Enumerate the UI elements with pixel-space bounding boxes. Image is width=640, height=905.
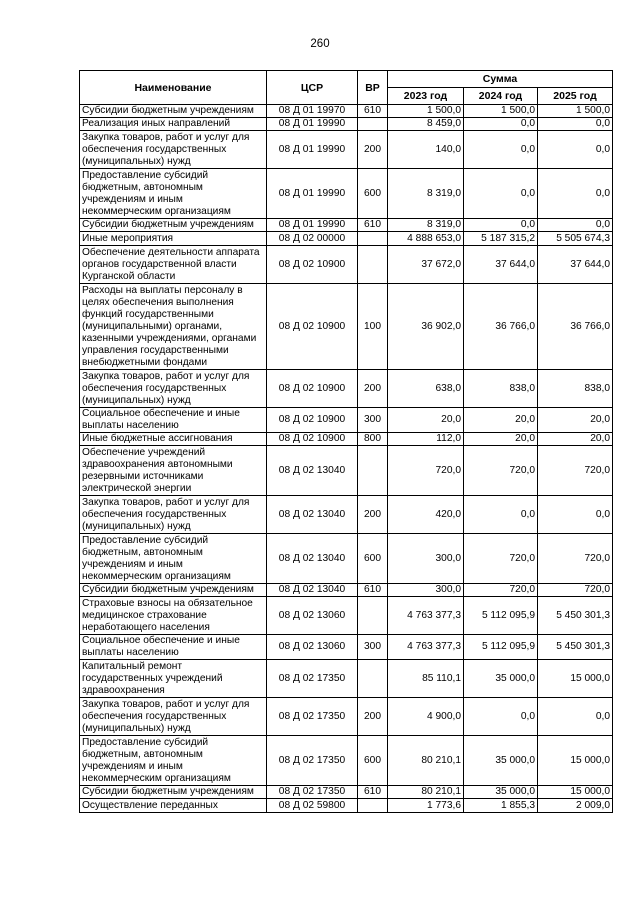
table-row bbox=[80, 370, 613, 408]
row-2025-cell: 838,0 bbox=[538, 370, 613, 408]
header-csr: ЦСР bbox=[267, 71, 358, 105]
row-2025-cell: 5 505 674,3 bbox=[538, 232, 613, 246]
row-2023-cell: 638,0 bbox=[388, 370, 464, 408]
row-name-cell: Социальное обеспечение и иные выплаты населению bbox=[80, 408, 267, 433]
row-name-cell: Закупка товаров, работ и услуг для обеспечения государственных (муниципальных) нужд bbox=[80, 370, 267, 408]
row-2025-cell: 37 644,0 bbox=[538, 246, 613, 284]
row-vr-cell bbox=[358, 246, 388, 284]
table-row bbox=[80, 433, 613, 446]
row-2024-cell: 5 112 095,9 bbox=[464, 597, 538, 635]
row-2023-cell: 80 210,1 bbox=[388, 786, 464, 799]
row-name-cell: Закупка товаров, работ и услуг для обеспечения государственных (муниципальных) нужд bbox=[80, 496, 267, 534]
row-csr-cell: 08 Д 02 17350 bbox=[267, 786, 358, 799]
row-2025-cell: 20,0 bbox=[538, 408, 613, 433]
row-name-cell: Субсидии бюджетным учреждениям bbox=[80, 219, 267, 232]
row-2023-cell: 420,0 bbox=[388, 496, 464, 534]
row-vr-cell: 800 bbox=[358, 433, 388, 446]
row-2023-cell: 4 900,0 bbox=[388, 698, 464, 736]
row-csr-cell: 08 Д 02 13060 bbox=[267, 635, 358, 660]
row-name-cell: Капитальный ремонт государственных учреждений здравоохранения bbox=[80, 660, 267, 698]
table-row bbox=[80, 105, 613, 118]
row-2024-cell: 0,0 bbox=[464, 169, 538, 219]
row-vr-cell bbox=[358, 446, 388, 496]
row-2023-cell: 8 319,0 bbox=[388, 219, 464, 232]
row-2024-cell: 1 855,3 bbox=[464, 799, 538, 813]
header-year-2023: 2023 год bbox=[388, 88, 464, 105]
row-2023-cell: 1 500,0 bbox=[388, 105, 464, 118]
row-csr-cell: 08 Д 02 13040 bbox=[267, 584, 358, 597]
row-csr-cell: 08 Д 01 19970 bbox=[267, 105, 358, 118]
row-csr-cell: 08 Д 02 10900 bbox=[267, 433, 358, 446]
table-row bbox=[80, 284, 613, 370]
row-2025-cell: 1 500,0 bbox=[538, 105, 613, 118]
row-2024-cell: 0,0 bbox=[464, 698, 538, 736]
table-row bbox=[80, 597, 613, 635]
table-row bbox=[80, 698, 613, 736]
row-2024-cell: 720,0 bbox=[464, 534, 538, 584]
row-vr-cell bbox=[358, 799, 388, 813]
row-2023-cell: 4 763 377,3 bbox=[388, 597, 464, 635]
row-name-cell: Обеспечение деятельности аппарата органов государственной власти Курганской области bbox=[80, 246, 267, 284]
row-name-cell: Субсидии бюджетным учреждениям bbox=[80, 105, 267, 118]
row-2025-cell: 0,0 bbox=[538, 698, 613, 736]
row-vr-cell: 600 bbox=[358, 534, 388, 584]
row-csr-cell: 08 Д 02 13040 bbox=[267, 534, 358, 584]
row-2023-cell: 720,0 bbox=[388, 446, 464, 496]
table-row bbox=[80, 232, 613, 246]
table-row bbox=[80, 131, 613, 169]
row-csr-cell: 08 Д 02 10900 bbox=[267, 284, 358, 370]
table-row bbox=[80, 584, 613, 597]
table-row bbox=[80, 496, 613, 534]
table-row bbox=[80, 408, 613, 433]
header-year-2025: 2025 год bbox=[538, 88, 613, 105]
row-csr-cell: 08 Д 02 10900 bbox=[267, 408, 358, 433]
row-csr-cell: 08 Д 02 13040 bbox=[267, 446, 358, 496]
row-csr-cell: 08 Д 02 59800 bbox=[267, 799, 358, 813]
row-name-cell: Субсидии бюджетным учреждениям bbox=[80, 584, 267, 597]
row-2025-cell: 15 000,0 bbox=[538, 786, 613, 799]
row-2024-cell: 20,0 bbox=[464, 408, 538, 433]
header-vr: ВР bbox=[358, 71, 388, 105]
row-csr-cell: 08 Д 01 19990 bbox=[267, 118, 358, 131]
row-2024-cell: 838,0 bbox=[464, 370, 538, 408]
row-name-cell: Страховые взносы на обязательное медицинское страхование неработающего населения bbox=[80, 597, 267, 635]
row-name-cell: Закупка товаров, работ и услуг для обеспечения государственных (муниципальных) нужд bbox=[80, 131, 267, 169]
row-vr-cell: 200 bbox=[358, 370, 388, 408]
row-2023-cell: 1 773,6 bbox=[388, 799, 464, 813]
table-row bbox=[80, 446, 613, 496]
row-vr-cell bbox=[358, 660, 388, 698]
row-2025-cell: 720,0 bbox=[538, 534, 613, 584]
row-name-cell: Субсидии бюджетным учреждениям bbox=[80, 786, 267, 799]
row-2025-cell: 36 766,0 bbox=[538, 284, 613, 370]
row-vr-cell: 300 bbox=[358, 635, 388, 660]
row-2023-cell: 8 319,0 bbox=[388, 169, 464, 219]
row-2023-cell: 300,0 bbox=[388, 584, 464, 597]
row-2025-cell: 720,0 bbox=[538, 584, 613, 597]
row-2023-cell: 8 459,0 bbox=[388, 118, 464, 131]
table-body bbox=[80, 105, 613, 813]
row-csr-cell: 08 Д 01 19990 bbox=[267, 169, 358, 219]
row-2025-cell: 720,0 bbox=[538, 446, 613, 496]
row-2024-cell: 5 187 315,2 bbox=[464, 232, 538, 246]
budget-table bbox=[79, 70, 613, 813]
row-vr-cell: 300 bbox=[358, 408, 388, 433]
row-2025-cell: 0,0 bbox=[538, 118, 613, 131]
table-row bbox=[80, 246, 613, 284]
page-number: 260 bbox=[310, 38, 330, 50]
row-vr-cell: 610 bbox=[358, 786, 388, 799]
row-2025-cell: 2 009,0 bbox=[538, 799, 613, 813]
row-vr-cell: 200 bbox=[358, 698, 388, 736]
row-2024-cell: 720,0 bbox=[464, 584, 538, 597]
row-2024-cell: 0,0 bbox=[464, 219, 538, 232]
row-name-cell: Обеспечение учреждений здравоохранения автономными резервными источниками электрической энергии bbox=[80, 446, 267, 496]
row-csr-cell: 08 Д 01 19990 bbox=[267, 219, 358, 232]
table-row bbox=[80, 534, 613, 584]
row-2024-cell: 35 000,0 bbox=[464, 736, 538, 786]
row-vr-cell: 600 bbox=[358, 169, 388, 219]
row-2023-cell: 300,0 bbox=[388, 534, 464, 584]
table-row bbox=[80, 660, 613, 698]
table-row bbox=[80, 219, 613, 232]
row-vr-cell bbox=[358, 597, 388, 635]
table-row bbox=[80, 736, 613, 786]
row-2024-cell: 0,0 bbox=[464, 496, 538, 534]
row-vr-cell bbox=[358, 232, 388, 246]
table-row bbox=[80, 169, 613, 219]
row-vr-cell: 600 bbox=[358, 736, 388, 786]
row-2023-cell: 4 763 377,3 bbox=[388, 635, 464, 660]
row-2025-cell: 15 000,0 bbox=[538, 660, 613, 698]
row-csr-cell: 08 Д 02 00000 bbox=[267, 232, 358, 246]
row-2023-cell: 85 110,1 bbox=[388, 660, 464, 698]
row-2024-cell: 37 644,0 bbox=[464, 246, 538, 284]
row-csr-cell: 08 Д 02 13060 bbox=[267, 597, 358, 635]
row-name-cell: Иные бюджетные ассигнования bbox=[80, 433, 267, 446]
row-csr-cell: 08 Д 02 17350 bbox=[267, 736, 358, 786]
row-name-cell: Расходы на выплаты персоналу в целях обеспечения выполнения функций государственными (муниципальными) органами, казенными учреждениями, органами управления государственными внебюджетными фондами bbox=[80, 284, 267, 370]
row-csr-cell: 08 Д 01 19990 bbox=[267, 131, 358, 169]
row-2024-cell: 35 000,0 bbox=[464, 786, 538, 799]
row-name-cell: Социальное обеспечение и иные выплаты населению bbox=[80, 635, 267, 660]
row-2025-cell: 20,0 bbox=[538, 433, 613, 446]
table-row bbox=[80, 799, 613, 813]
row-2023-cell: 37 672,0 bbox=[388, 246, 464, 284]
row-2025-cell: 0,0 bbox=[538, 169, 613, 219]
row-2025-cell: 5 450 301,3 bbox=[538, 597, 613, 635]
row-2025-cell: 0,0 bbox=[538, 219, 613, 232]
row-2025-cell: 15 000,0 bbox=[538, 736, 613, 786]
row-2024-cell: 0,0 bbox=[464, 131, 538, 169]
table-row bbox=[80, 118, 613, 131]
row-2025-cell: 5 450 301,3 bbox=[538, 635, 613, 660]
row-2023-cell: 80 210,1 bbox=[388, 736, 464, 786]
row-name-cell: Предоставление субсидий бюджетным, автономным учреждениям и иным некоммерческим организациям bbox=[80, 736, 267, 786]
row-csr-cell: 08 Д 02 13040 bbox=[267, 496, 358, 534]
row-name-cell: Закупка товаров, работ и услуг для обеспечения государственных (муниципальных) нужд bbox=[80, 698, 267, 736]
row-2023-cell: 140,0 bbox=[388, 131, 464, 169]
row-vr-cell: 100 bbox=[358, 284, 388, 370]
row-2024-cell: 35 000,0 bbox=[464, 660, 538, 698]
row-2024-cell: 5 112 095,9 bbox=[464, 635, 538, 660]
header-year-2024: 2024 год bbox=[464, 88, 538, 105]
row-vr-cell: 200 bbox=[358, 131, 388, 169]
row-csr-cell: 08 Д 02 17350 bbox=[267, 660, 358, 698]
row-name-cell: Реализация иных направлений bbox=[80, 118, 267, 131]
row-csr-cell: 08 Д 02 10900 bbox=[267, 246, 358, 284]
row-name-cell: Предоставление субсидий бюджетным, автономным учреждениям и иным некоммерческим организациям bbox=[80, 169, 267, 219]
row-vr-cell: 610 bbox=[358, 584, 388, 597]
table-header bbox=[80, 71, 613, 105]
row-2024-cell: 36 766,0 bbox=[464, 284, 538, 370]
row-2024-cell: 20,0 bbox=[464, 433, 538, 446]
header-name: Наименование bbox=[80, 71, 267, 105]
row-2024-cell: 720,0 bbox=[464, 446, 538, 496]
row-vr-cell: 200 bbox=[358, 496, 388, 534]
row-name-cell: Осуществление переданных bbox=[80, 799, 267, 813]
row-2025-cell: 0,0 bbox=[538, 496, 613, 534]
row-2023-cell: 36 902,0 bbox=[388, 284, 464, 370]
row-2024-cell: 1 500,0 bbox=[464, 105, 538, 118]
row-2025-cell: 0,0 bbox=[538, 131, 613, 169]
header-sum: Сумма bbox=[388, 71, 613, 88]
row-name-cell: Предоставление субсидий бюджетным, автономным учреждениям и иным некоммерческим организациям bbox=[80, 534, 267, 584]
row-2023-cell: 4 888 653,0 bbox=[388, 232, 464, 246]
row-vr-cell: 610 bbox=[358, 105, 388, 118]
table-row bbox=[80, 786, 613, 799]
row-name-cell: Иные мероприятия bbox=[80, 232, 267, 246]
row-2023-cell: 20,0 bbox=[388, 408, 464, 433]
row-vr-cell: 610 bbox=[358, 219, 388, 232]
row-2024-cell: 0,0 bbox=[464, 118, 538, 131]
row-2023-cell: 112,0 bbox=[388, 433, 464, 446]
row-csr-cell: 08 Д 02 10900 bbox=[267, 370, 358, 408]
table-row bbox=[80, 635, 613, 660]
row-vr-cell bbox=[358, 118, 388, 131]
row-csr-cell: 08 Д 02 17350 bbox=[267, 698, 358, 736]
